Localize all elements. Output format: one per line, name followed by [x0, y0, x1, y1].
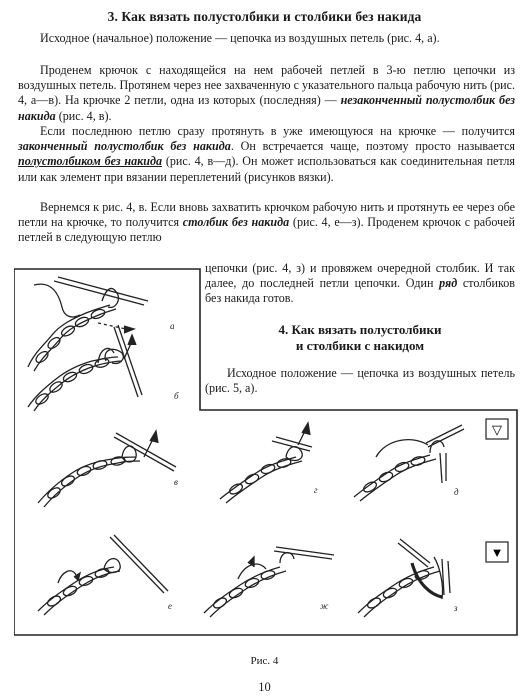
illustration-zh: [204, 547, 334, 617]
p1-text: Исходное (начальное) положение — цепочка из воздушных петель (рис. 4, а).: [40, 31, 440, 45]
p4-text-c: (рис. 4, е—з). Проденем крючок с рабочей петлей в следующую петлю: [18, 215, 515, 245]
crochet-figure-4: [14, 267, 519, 637]
p3-term-half-stitch: полустолбиком без накида: [18, 154, 163, 169]
p5-text-a: цепочки (рис. 4, з) и провяжем очередной столбик. И так далее, до последней петли цепочки. Один: [205, 261, 515, 291]
illustration-g: [220, 423, 312, 503]
p2-text-a: Проденем крючок с находящейся на нем рабочей петлей в 3-ю петлю цепочки из воздушных петель. Протянем через нее захваченную с указательного пальца рабочую нить (рис. 4, а—в). На крючке 2 петли, одна из которых (последняя) —: [18, 63, 515, 108]
p3-text-c: . Он встречается чаще, поэтому просто называется: [230, 139, 515, 154]
illustration-a: [28, 277, 148, 371]
section-4-heading-line1: 4. Как вязать полустолбики: [278, 322, 442, 337]
label-v: в: [174, 477, 178, 487]
s4-p1-text: Исходное положение — цепочка из воздушных петель (рис. 5, а).: [205, 366, 515, 396]
label-z: з: [454, 603, 458, 613]
illustration-d: [354, 425, 464, 501]
page-number: 10: [258, 680, 271, 694]
label-a: а: [170, 321, 175, 331]
marker-top-triangle: ▽: [492, 422, 502, 437]
paragraph-insert-hook: [18, 63, 515, 124]
paragraph-single-crochet: [18, 200, 515, 246]
p5-text-c: столбиков без накида готов.: [205, 276, 515, 306]
p2-term-unfinished: незаконченный полустолбик без накида: [18, 93, 515, 123]
p2-text-c: (рис. 4, в).: [55, 108, 112, 123]
paragraph-finished-half-stitch: [18, 124, 515, 185]
p3-text-e: (рис. 4, в—д). Он может использоваться как соединительная петля или как элемент при вязании переплетений (рисунков вязки).: [18, 154, 515, 184]
label-g: г: [314, 485, 318, 495]
figure-caption: Рис. 4: [250, 655, 279, 667]
illustration-z: [358, 539, 450, 617]
p4-text-a: Вернемся к рис. 4, в. Если вновь захватить крючком рабочую нить и протянуть ее через обе петли на крючке, то получится: [18, 200, 515, 230]
label-d: д: [454, 487, 459, 497]
label-e: е: [168, 601, 172, 611]
paragraph-initial-position: [18, 31, 515, 46]
section-3-heading: 3. Как вязать полустолбики и столбики без накида: [107, 9, 422, 24]
illustration-v: [38, 431, 176, 507]
marker-bottom-triangle: ▼: [490, 545, 504, 560]
p3-term-finished: законченный полустолбик без накида: [18, 139, 231, 154]
p4-term-single-crochet: столбик без накида: [182, 215, 290, 230]
p5-term-row: ряд: [439, 276, 458, 291]
label-b: б: [174, 391, 179, 401]
section-4-heading-line2: и столбики с накидом: [295, 338, 425, 353]
illustration-b: [28, 325, 142, 411]
label-zh: ж: [320, 601, 329, 611]
p3-text-a: Если последнюю петлю сразу протянуть в уже имеющуюся на крючке — получится: [40, 124, 515, 138]
illustration-e: [38, 535, 168, 615]
